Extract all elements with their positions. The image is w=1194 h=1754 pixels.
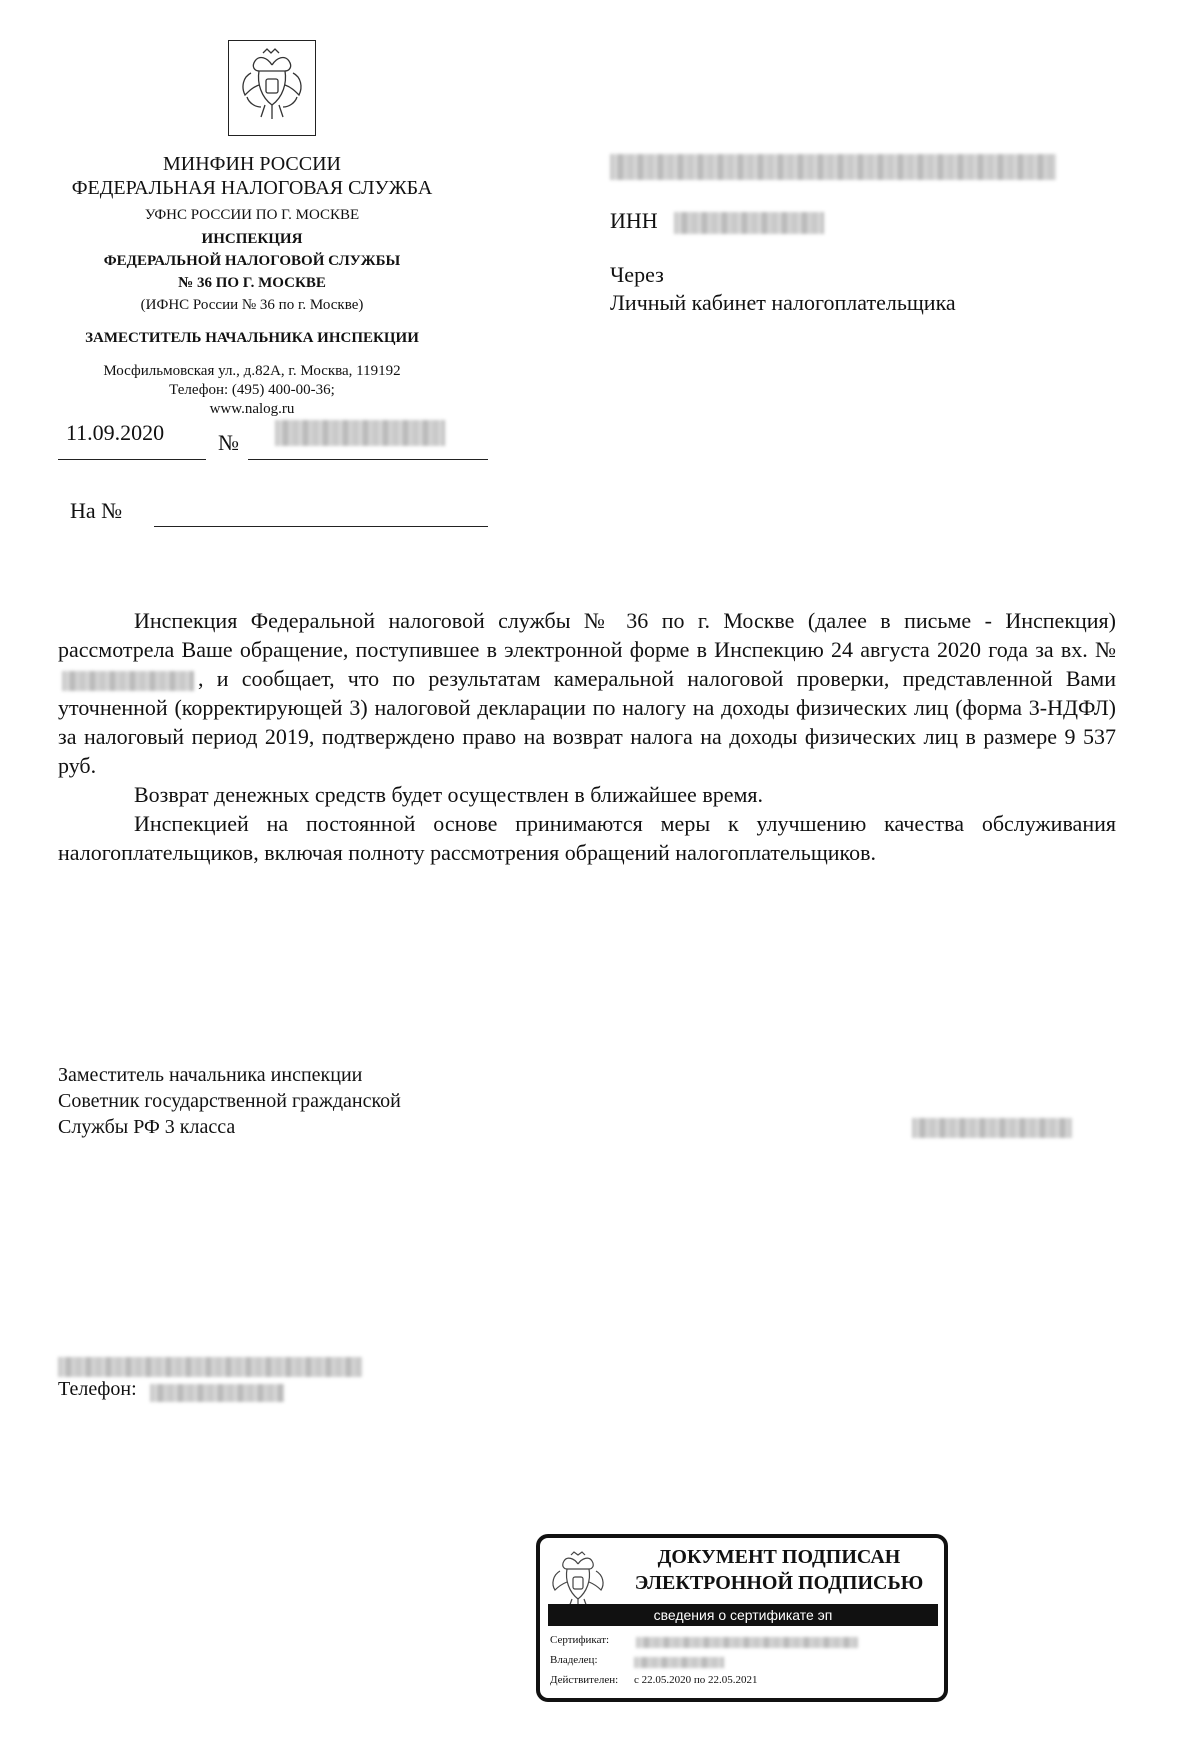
deputy-title: ЗАМЕСТИТЕЛЬ НАЧАЛЬНИКА ИНСПЕКЦИИ bbox=[85, 330, 419, 346]
electronic-signature-stamp bbox=[536, 1534, 948, 1702]
inn-label: ИНН bbox=[610, 208, 658, 233]
signatory-position: Заместитель начальника инспекции bbox=[58, 1064, 363, 1086]
inspection-line2: ФЕДЕРАЛЬНОЙ НАЛОГОВОЙ СЛУЖБЫ bbox=[103, 253, 401, 269]
paragraph-1-part2: , и сообщает, что по результатам камеральной налоговой проверки, представленной Вами уточненной (корректирующей 3) налоговой декларации по налогу на доходы физических лиц (форма 3-НДФЛ) за налоговый период 2019, подтверждено право на возврат налога на доходы физических лиц в размере 9 537 руб. bbox=[58, 666, 1116, 778]
inspection-line3: № 36 ПО Г. МОСКВЕ bbox=[178, 275, 326, 291]
certificate-label: Сертификат: bbox=[550, 1634, 610, 1646]
reply-to-underline bbox=[154, 526, 488, 527]
executor-phone-label: Телефон: bbox=[58, 1378, 137, 1400]
incoming-number-redacted bbox=[62, 671, 194, 691]
service-name: ФЕДЕРАЛЬНАЯ НАЛОГОВАЯ СЛУЖБА bbox=[71, 177, 433, 199]
letterhead bbox=[60, 152, 444, 316]
certificate-value-redacted bbox=[636, 1637, 858, 1648]
certificate-info-bar: сведения о сертификате эп bbox=[548, 1604, 938, 1626]
delivery-channel: Личный кабинет налогоплательщика bbox=[610, 290, 956, 315]
double-headed-eagle-icon bbox=[237, 47, 307, 129]
ministry-name: МИНФИН РОССИИ bbox=[163, 153, 341, 175]
letter-body bbox=[58, 606, 1116, 867]
body-paragraph-2: Возврат денежных средств будет осуществлен в ближайшее время. bbox=[134, 782, 764, 807]
inn-value-redacted bbox=[674, 212, 824, 234]
signatory-block bbox=[58, 1062, 401, 1140]
regional-office: УФНС РОССИИ ПО Г. МОСКВЕ bbox=[144, 207, 360, 223]
executor-phone-redacted bbox=[150, 1384, 284, 1402]
coat-of-arms-emblem bbox=[228, 40, 316, 136]
website-line: www.nalog.ru bbox=[209, 401, 295, 417]
validity-value: с 22.05.2020 по 22.05.2021 bbox=[634, 1674, 758, 1686]
number-underline bbox=[248, 459, 488, 460]
outgoing-number-redacted bbox=[275, 420, 445, 446]
date-underline bbox=[58, 459, 206, 460]
executor-name-redacted bbox=[58, 1357, 362, 1377]
reply-to-label: На № bbox=[70, 498, 123, 523]
recipient-name-redacted bbox=[610, 154, 1056, 180]
outgoing-date: 11.09.2020 bbox=[66, 420, 165, 445]
owner-value-redacted bbox=[634, 1657, 724, 1668]
body-paragraph-1 bbox=[58, 606, 1116, 780]
inspection-line1: ИНСПЕКЦИЯ bbox=[201, 231, 303, 247]
signatory-name-redacted bbox=[912, 1118, 1072, 1138]
outgoing-number-label: № bbox=[218, 430, 239, 455]
inspection-short-name: (ИФНС России № 36 по г. Москве) bbox=[140, 297, 364, 313]
phone-line: Телефон: (495) 400-00-36; bbox=[169, 382, 335, 398]
stamp-title-line2: ЭЛЕКТРОННОЙ ПОДПИСЬЮ bbox=[634, 1572, 924, 1594]
paragraph-1-part1: Инспекция Федеральной налоговой службы № 36 по г. Москве (далее в письме - Инспекция) рассмотрела Ваше обращение, поступившее в электронной форме в Инспекцию 24 августа 2020 года за вх. № bbox=[58, 608, 1116, 662]
stamp-title-line1: ДОКУМЕНТ ПОДПИСАН bbox=[657, 1546, 901, 1568]
address-line: Мосфильмовская ул., д.82А, г. Москва, 119192 bbox=[103, 363, 401, 379]
inspection-address bbox=[60, 362, 444, 419]
signatory-rank-line2: Службы РФ 3 класса bbox=[58, 1116, 236, 1138]
validity-label: Действителен: bbox=[550, 1674, 619, 1686]
via-label: Через bbox=[610, 262, 664, 287]
body-paragraph-3: Инспекцией на постоянной основе принимаются меры к улучшению качества обслуживания налогоплательщиков, включая полноту рассмотрения обращений налогоплательщиков. bbox=[58, 811, 1116, 865]
owner-label: Владелец: bbox=[550, 1654, 598, 1666]
signatory-rank-line1: Советник государственной гражданской bbox=[58, 1090, 401, 1112]
